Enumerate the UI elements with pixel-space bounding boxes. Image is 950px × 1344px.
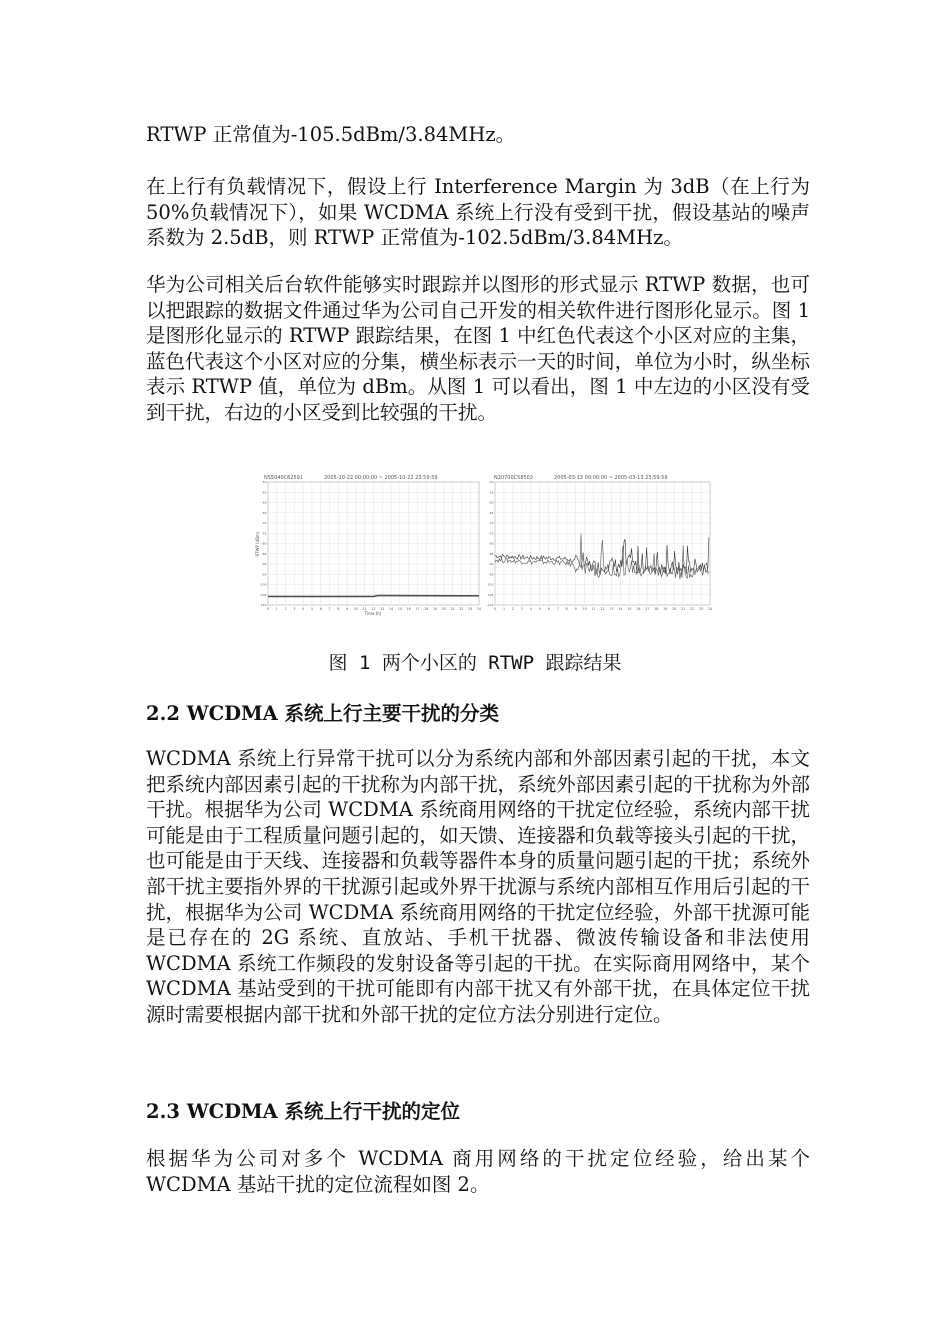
panel-1-header: N20700C58502 <box>494 475 534 481</box>
panel-1-y-tick: -60 <box>488 500 494 505</box>
panel-1-x-tick: 10 <box>582 607 587 611</box>
panel-1-x-tick: 21 <box>681 607 686 611</box>
panel-0-y-tick: -65 <box>261 510 267 515</box>
paragraph-interference-classification: WCDMA 系统上行异常干扰可以分为系统内部和外部因素引起的干扰，本文把系统内部因素引起的干扰称为内部干扰，系统外部因素引起的干扰称为外部干扰。根据华为公司 WCDMA 系统商用网络的干扰定位经验，系统内部干扰可能是由于工程质量问题引起的，如天馈、连接器和负载等接头引起的干扰，也可能是由于天线、连接器和负载等器件本身的质量问题引起的干扰；系统外部干扰主要指外界的干扰源引起或外界干扰源与系统内部相互作用后引起的干扰，根据华为公司 WCDMA 系统商用网络的干扰定位经验，外部干扰源可能是已存在的 2G 系统、直放站、手机干扰器、微波传输设备和非法使用 WCDMA 系统工作频段的发射设备等引起的干扰。在实际商用网络中，某个 WCDMA 基站受到的干扰可能即有内部干扰又有外部干扰，在具体定位干扰源时需要根据内部干扰和外部干扰的定位方法分别进行定位。 <box>146 747 810 1026</box>
x-axis-label: Time (h) <box>364 611 382 616</box>
panel-1-x-tick: 23 <box>699 607 704 611</box>
panel-0-x-tick: 22 <box>459 607 464 611</box>
panel-1-x-tick: 11 <box>591 607 596 611</box>
panel-1-y-tick: -50 <box>488 480 494 484</box>
panel-1-x-tick: 4 <box>529 607 532 611</box>
panel-0-y-tick: -50 <box>261 480 267 484</box>
panel-0-x-tick: 12 <box>371 607 376 611</box>
panel-1-x-tick: 19 <box>663 607 668 611</box>
panel-1-y-tick: -70 <box>488 521 494 525</box>
panel-0-x-tick: 23 <box>468 607 473 611</box>
panel-0-y-tick: -80 <box>261 541 267 546</box>
panel-1-x-tick: 13 <box>609 607 614 611</box>
panel-0-y-tick: -110 <box>259 603 267 607</box>
panel-1-y-tick: -105 <box>486 592 494 597</box>
panel-1-x-tick: 0 <box>493 607 497 611</box>
panel-0-x-tick: 18 <box>424 607 429 611</box>
section-heading-2-2: 2.2 WCDMA 系统上行主要干扰的分类 <box>146 702 500 725</box>
panel-1-x-tick: 24 <box>707 607 712 611</box>
panel-0-x-tick: 8 <box>337 607 340 611</box>
panel-0-x-tick: 24 <box>476 607 482 611</box>
panel-1-y-tick: -85 <box>488 551 494 556</box>
panel-0-x-tick: 4 <box>302 607 305 611</box>
panel-0-x-tick: 0 <box>266 607 270 611</box>
panel-1-date-range: 2005-03-13 00:00:00 ~ 2005-03-13 23:59:59 <box>554 475 668 481</box>
panel-1-x-tick: 9 <box>574 607 577 611</box>
panel-1-x-tick: 12 <box>600 607 605 611</box>
section-heading-2-3: 2.3 WCDMA 系统上行干扰的定位 <box>146 1100 461 1123</box>
panel-0-x-tick: 17 <box>415 607 420 611</box>
panel-1-y-tick: -95 <box>488 572 494 577</box>
panel-0-x-tick: 16 <box>406 607 411 611</box>
figure-caption: 图 1 两个小区的 RTWP 跟踪结果 <box>328 652 622 674</box>
panel-1-x-tick: 15 <box>627 607 632 611</box>
paragraph-location-process: 根据华为公司对多个 WCDMA 商用网络的干扰定位经验，给出某个 WCDMA 基站干扰的定位流程如图 2。 <box>146 1147 810 1196</box>
panel-0-x-tick: 11 <box>362 607 367 611</box>
panel-0-y-tick: -70 <box>261 521 267 525</box>
panel-1-x-tick: 5 <box>538 607 541 611</box>
panel-0-y-tick: -90 <box>261 562 267 566</box>
panel-0-x-tick: 6 <box>319 607 322 611</box>
y-axis-label: RTWP (dBm) <box>255 531 260 557</box>
panel-0-x-tick: 10 <box>353 607 358 611</box>
panel-0-y-tick: -75 <box>261 531 267 536</box>
panel-1-x-tick: 22 <box>690 607 695 611</box>
panel-1-y-tick: -65 <box>488 510 494 515</box>
panel-0-x-tick: 19 <box>433 607 438 611</box>
panel-1-x-tick: 14 <box>618 607 623 611</box>
panel-0-x-tick: 13 <box>380 607 385 611</box>
panel-0-y-tick: -95 <box>261 572 267 577</box>
panel-0-date-range: 2005-10-22 00:00:00 ~ 2005-10-22 23:59:59 <box>324 475 438 481</box>
panel-0-x-tick: 9 <box>346 607 349 611</box>
panel-0-x-tick: 7 <box>328 607 331 611</box>
panel-0-y-tick: -105 <box>259 592 267 597</box>
panel-1-x-tick: 17 <box>645 607 650 611</box>
paragraph-huawei-software: 华为公司相关后台软件能够实时跟踪并以图形的形式显示 RTWP 数据，也可以把跟踪的数据文件通过华为公司自己开发的相关软件进行图形化显示。图 1 是图形化显示的 RTWP 跟踪结果，在图 1 中红色代表这个小区对应的主集，蓝色代表这个小区对应的分集，横坐标表示一天的时间，单位为小时，纵坐标表示 RTWP 值，单位为 dBm。从图 1 可以看出，图 1 中左边的小区没有受到干扰，右边的小区受到比较强的干扰。 <box>146 273 810 424</box>
panel-0-header: NS5040C62591 <box>264 475 304 481</box>
figure-rtwp-trace <box>254 470 712 616</box>
panel-1-x-tick: 1 <box>502 607 505 611</box>
panel-1-x-tick: 8 <box>565 607 568 611</box>
panel-1-x-tick: 2 <box>511 607 514 611</box>
panel-1-y-tick: -55 <box>488 490 494 495</box>
panel-0-x-tick: 2 <box>284 607 287 611</box>
panel-1-x-tick: 18 <box>654 607 659 611</box>
panel-0-x-tick: 1 <box>275 607 278 611</box>
panel-1-y-tick: -100 <box>486 582 494 587</box>
panel-0-x-tick: 14 <box>389 607 394 611</box>
panel-0-x-tick: 15 <box>397 607 402 611</box>
panel-0-x-tick: 20 <box>441 607 446 611</box>
panel-1-x-tick: 7 <box>556 607 559 611</box>
panel-1-y-tick: -80 <box>488 541 494 546</box>
panel-0-x-tick: 3 <box>293 607 296 611</box>
panel-1-y-tick: -110 <box>486 603 494 607</box>
panel-0-y-tick: -55 <box>261 490 267 495</box>
panel-0-y-tick: -60 <box>261 500 267 505</box>
panel-1-y-tick: -90 <box>488 562 494 566</box>
panel-0-y-tick: -85 <box>261 551 267 556</box>
panel-0-x-tick: 5 <box>310 607 313 611</box>
rtwp-chart-svg <box>254 470 712 616</box>
panel-1-x-tick: 20 <box>672 607 677 611</box>
panel-0-y-tick: -100 <box>259 582 267 587</box>
panel-1-x-tick: 6 <box>547 607 550 611</box>
panel-0-x-tick: 21 <box>450 607 455 611</box>
paragraph-rtwp-normal-value: RTWP 正常值为-105.5dBm/3.84MHz。 <box>146 123 516 146</box>
panel-1-y-tick: -75 <box>488 531 494 536</box>
panel-1-x-tick: 16 <box>636 607 641 611</box>
paragraph-uplink-load: 在上行有负载情况下，假设上行 Interference Margin 为 3dB（在上行为 50%负载情况下），如果 WCDMA 系统上行没有受到干扰，假设基站的噪声系数为 2.5dB，则 RTWP 正常值为-102.5dBm/3.84MHz。 <box>146 175 810 250</box>
panel-1-x-tick: 3 <box>520 607 523 611</box>
